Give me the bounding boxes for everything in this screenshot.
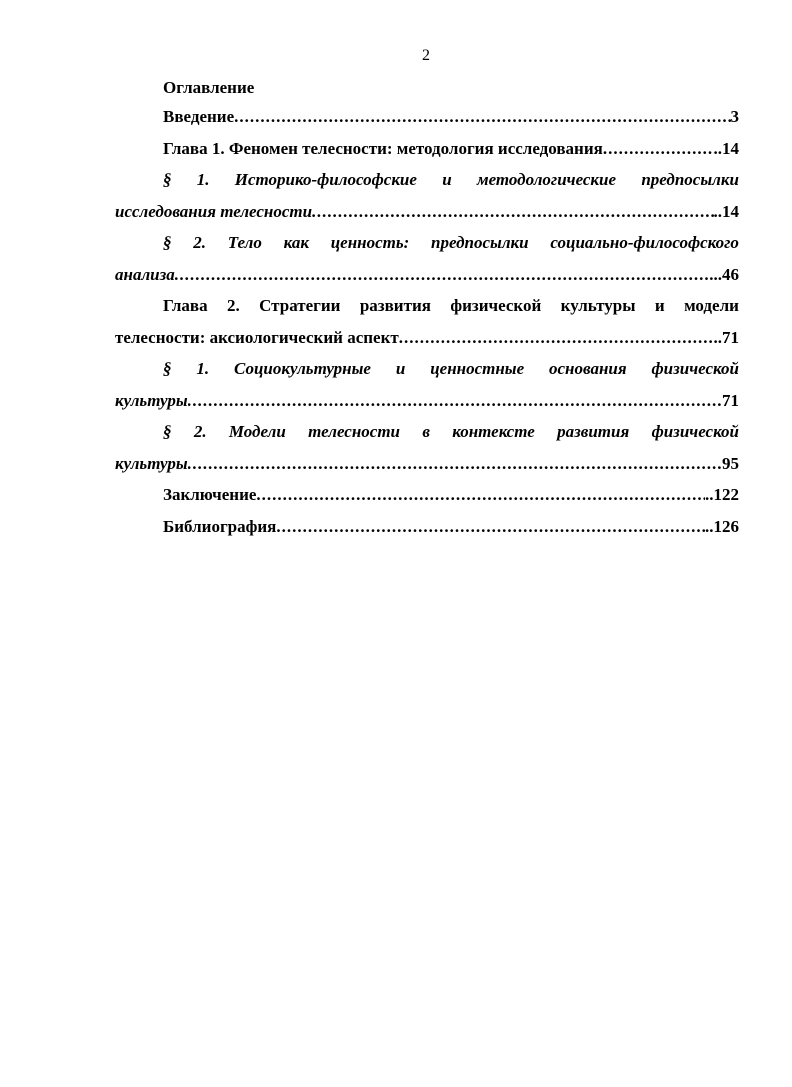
- word: социально-философского: [550, 233, 739, 252]
- toc-entry-chapter-1: [115, 133, 739, 165]
- toc-entry-page: ..14: [713, 138, 739, 158]
- dot-leader: [276, 511, 705, 543]
- word: как: [283, 233, 309, 252]
- toc-entry-ch1-section-2: [115, 227, 739, 290]
- word: физической: [651, 359, 739, 378]
- word: развития: [557, 422, 630, 441]
- toc-entry-page: 71: [722, 390, 739, 410]
- toc-entry-line-1: [115, 164, 739, 196]
- word: 1.: [196, 359, 210, 378]
- toc-entry-text: культуры: [115, 390, 188, 410]
- word: культуры: [560, 296, 636, 315]
- table-of-contents: [115, 74, 739, 542]
- dot-leader: [312, 196, 713, 228]
- toc-entry-line-2: [115, 196, 739, 228]
- toc-entry-text: Заключение: [163, 485, 257, 504]
- word: ценность:: [330, 233, 410, 252]
- toc-entry-text: анализа: [115, 264, 175, 284]
- dot-leader: [188, 385, 722, 417]
- word: предпосылки: [431, 233, 529, 252]
- word: и: [654, 296, 665, 315]
- toc-entry-line-1: [115, 353, 739, 385]
- dot-leader: [188, 448, 722, 480]
- word: методологические: [476, 170, 617, 189]
- word: §: [163, 359, 172, 378]
- word: §: [163, 170, 172, 189]
- toc-title-text: Оглавление: [163, 78, 255, 97]
- toc-entry-line-1: [115, 290, 739, 322]
- toc-entry-page: ..126: [705, 516, 739, 536]
- toc-entry-line-2: [115, 448, 739, 480]
- dot-leader: [399, 322, 714, 354]
- dot-leader: [603, 133, 714, 165]
- word: Тело: [227, 233, 262, 252]
- toc-entry-ch2-section-2: [115, 416, 739, 479]
- toc-entry-line-2: [115, 322, 739, 354]
- word: и: [395, 359, 406, 378]
- toc-entry-page: 3: [730, 107, 739, 126]
- word: Социокультурные: [234, 359, 371, 378]
- word: Модели: [228, 422, 286, 441]
- toc-entry-text: культуры: [115, 453, 188, 473]
- toc-entry-page: 95: [722, 453, 739, 473]
- word: ценностные: [430, 359, 525, 378]
- word: основания: [549, 359, 627, 378]
- toc-entry-bibliography: [115, 511, 739, 543]
- page-number: 2: [422, 47, 430, 64]
- toc-entry-page: ..14: [713, 201, 739, 221]
- toc-entry-introduction: [115, 101, 739, 133]
- word: §: [163, 422, 172, 441]
- word: и: [442, 170, 452, 189]
- toc-entry-line-2: [115, 259, 739, 291]
- toc-entry-text: Введение: [163, 107, 235, 126]
- word: контексте: [452, 422, 535, 441]
- toc-entry-text: телесности: аксиологический аспект: [115, 327, 399, 347]
- word: Стратегии: [259, 296, 341, 315]
- toc-entry-line-2: [115, 385, 739, 417]
- dot-leader: [175, 259, 710, 291]
- word: 1.: [196, 170, 210, 189]
- word: §: [163, 233, 172, 252]
- toc-entry-chapter-2: [115, 290, 739, 353]
- toc-entry-ch2-section-1: [115, 353, 739, 416]
- toc-entry-ch1-section-1: [115, 164, 739, 227]
- word: развития: [359, 296, 431, 315]
- dot-leader: [234, 101, 730, 133]
- word: модели: [684, 296, 739, 315]
- toc-entry-page: ..122: [705, 485, 739, 504]
- word: 2.: [193, 422, 207, 441]
- toc-entry-page: ..71: [713, 327, 739, 347]
- toc-entry-text: Библиография: [163, 516, 277, 536]
- toc-entry-page: ...46: [709, 264, 739, 284]
- toc-entry-text: Глава 1. Феномен телесности: методология исследования: [163, 138, 603, 158]
- toc-entry-conclusion: [115, 479, 739, 511]
- word: в: [422, 422, 430, 441]
- word: физической: [651, 422, 739, 441]
- dot-leader: [256, 479, 705, 511]
- toc-entry-line-1: [115, 416, 739, 448]
- word: физической: [450, 296, 542, 315]
- word: телесности: [308, 422, 400, 441]
- toc-entry-line-1: [115, 227, 739, 259]
- word: 2.: [227, 296, 240, 315]
- toc-entry-text: исследования телесности: [115, 201, 313, 221]
- word: предпосылки: [641, 170, 739, 189]
- word: 2.: [193, 233, 206, 252]
- word: Историко-философские: [234, 170, 417, 189]
- toc-title: [115, 74, 739, 101]
- word: Глава: [163, 296, 208, 315]
